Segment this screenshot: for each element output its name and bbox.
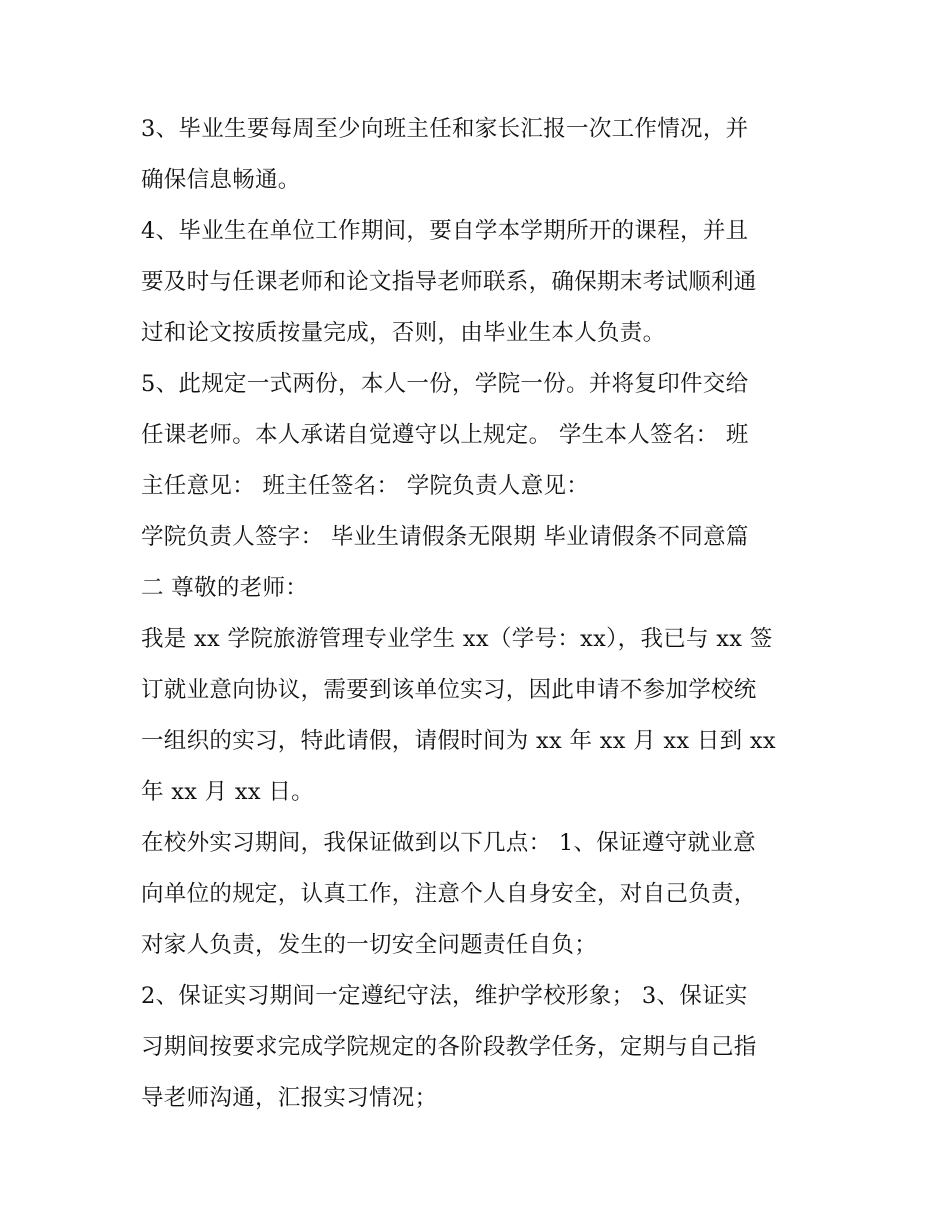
text-line: 3、毕业生要每周至少向班主任和家长汇报一次工作情况，并 <box>141 116 749 142</box>
text-line: 向单位的规定，认真工作，注意个人自身安全，对自己负责， <box>141 881 757 907</box>
text-line: 年 xx 月 xx 日。 <box>141 779 314 805</box>
document-body <box>141 104 831 1124</box>
text-line: 过和论文按质按量完成，否则，由毕业生本人负责。 <box>141 320 666 346</box>
text-line: 在校外实习期间，我保证做到以下几点： 1、保证遵守就业意 <box>141 830 756 856</box>
text-line: 学院负责人签字： 毕业生请假条无限期 毕业请假条不同意篇 <box>141 524 749 550</box>
text-line: 二 尊敬的老师： <box>141 575 309 601</box>
text-line: 确保信息畅通。 <box>141 167 301 193</box>
text-line: 导老师沟通，汇报实习情况； <box>141 1085 438 1111</box>
text-line: 任课老师。本人承诺自觉遵守以上规定。 学生本人签名： 班 <box>141 422 749 448</box>
text-line: 主任意见： 班主任签名： 学院负责人意见： <box>141 473 590 499</box>
text-line: 订就业意向协议，需要到该单位实习，因此申请不参加学校统 <box>141 677 757 703</box>
text-line: 我是 xx 学院旅游管理专业学生 xx（学号：xx），我已与 xx 签 <box>141 626 773 652</box>
text-line: 5、此规定一式两份，本人一份，学院一份。并将复印件交给 <box>141 371 749 397</box>
text-line: 习期间按要求完成学院规定的各阶段教学任务，定期与自己指 <box>141 1034 757 1060</box>
text-line: 对家人负责，发生的一切安全问题责任自负； <box>141 932 598 958</box>
text-line: 一组织的实习，特此请假，请假时间为 xx 年 xx 月 xx 日到 xx <box>141 728 776 754</box>
text-line: 4、毕业生在单位工作期间，要自学本学期所开的课程，并且 <box>141 218 749 244</box>
text-line: 2、保证实习期间一定遵纪守法，维护学校形象； 3、保证实 <box>141 983 748 1009</box>
text-line: 要及时与任课老师和论文指导老师联系，确保期末考试顺利通 <box>141 269 757 295</box>
